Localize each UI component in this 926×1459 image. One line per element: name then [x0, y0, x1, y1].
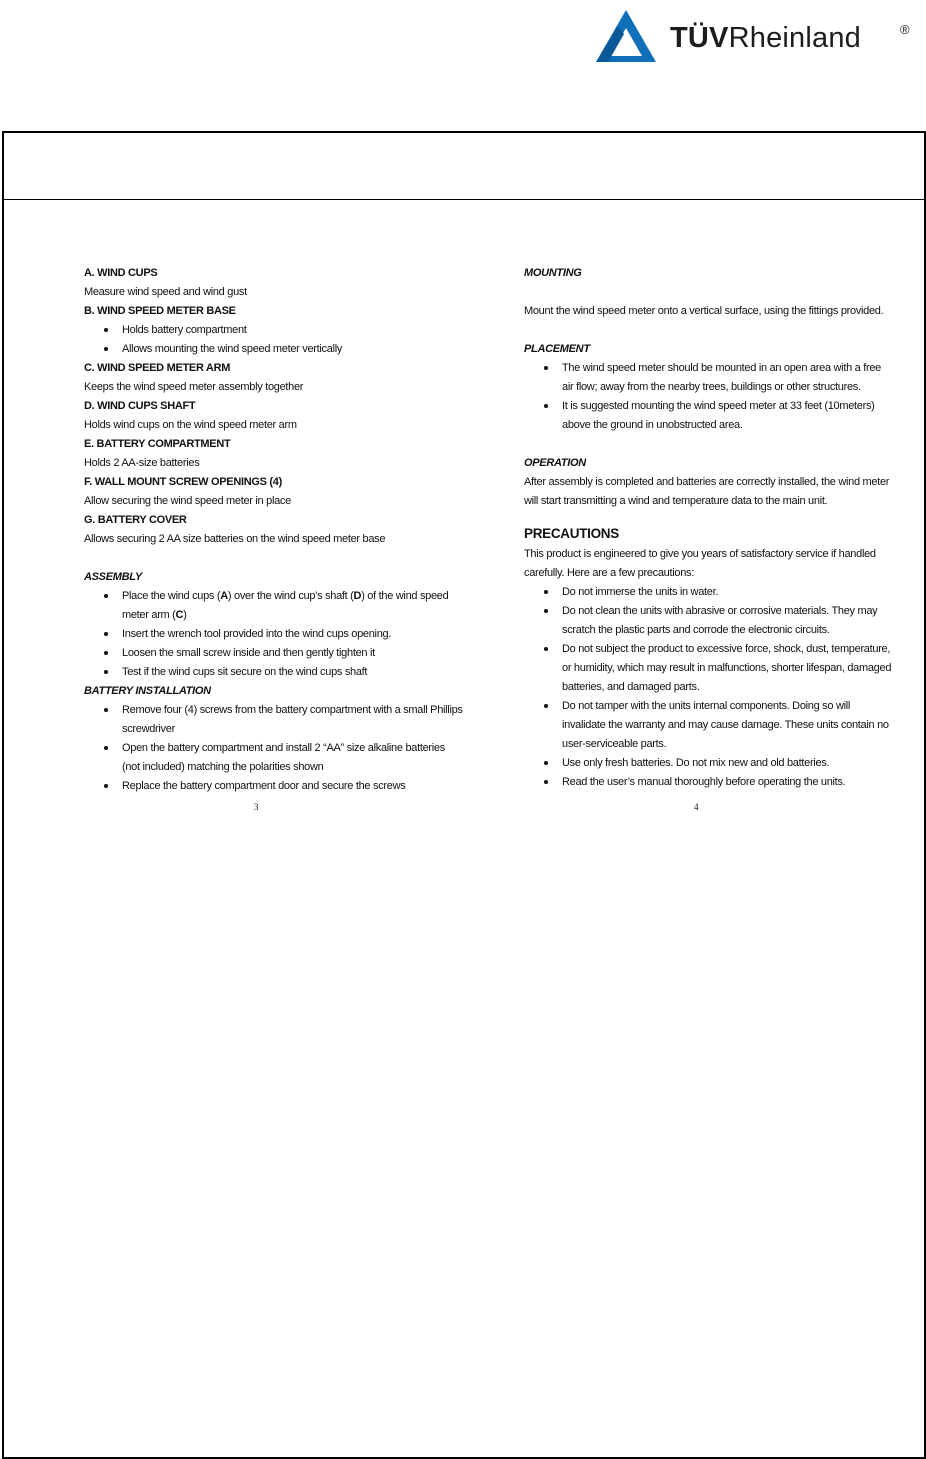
mounting-text: Mount the wind speed meter onto a vertical surface, using the fittings provided. [524, 305, 884, 317]
battery-installation-list [84, 701, 464, 796]
precautions-heading: PRECAUTIONS [524, 526, 619, 541]
tuv-triangle-icon [594, 8, 658, 64]
page-number-left: 3 [254, 802, 259, 812]
part-d-title: D. WIND CUPS SHAFT [84, 400, 196, 412]
logo-text: TÜVRheinland [670, 22, 862, 54]
list-item: Remove four (4) screws from the battery compartment with a small Phillips screwdriver [84, 701, 464, 739]
assembly-list [84, 587, 464, 682]
part-e-desc: Holds 2 AA-size batteries [84, 457, 200, 469]
list-item: Loosen the small screw inside and then gently tighten it [84, 644, 464, 663]
part-a-desc: Measure wind speed and wind gust [84, 286, 247, 298]
list-item: Use only fresh batteries. Do not mix new and old batteries. [524, 754, 894, 773]
list-item: Allows mounting the wind speed meter vertically [84, 340, 464, 359]
list-item: Test if the wind cups sit secure on the wind cups shaft [84, 663, 464, 682]
list-item: Place the wind cups (A) over the wind cup’s shaft (D) of the wind speed meter arm (C) [84, 587, 464, 625]
list-item: Do not subject the product to excessive force, shock, dust, temperature, or humidity, which may result in malfunctions, shorter lifespan, damaged batteries, and damaged parts. [524, 640, 894, 697]
part-c-title: C. WIND SPEED METER ARM [84, 362, 231, 374]
placement-list [524, 359, 894, 435]
frame-header-band [4, 133, 924, 200]
registered-mark: ® [900, 22, 910, 37]
list-item: Replace the battery compartment door and secure the screws [84, 777, 464, 796]
mounting-heading: MOUNTING [524, 267, 582, 279]
part-b-title: B. WIND SPEED METER BASE [84, 305, 236, 317]
part-c-desc: Keeps the wind speed meter assembly together [84, 381, 304, 393]
list-item: Do not immerse the units in water. [524, 583, 894, 602]
list-item: Do not tamper with the units internal components. Doing so will invalidate the warranty and may cause damage. These units contain no user-serviceable parts. [524, 697, 894, 754]
list-item: Read the user’s manual thoroughly before operating the units. [524, 773, 894, 792]
part-a-title: A. WIND CUPS [84, 267, 158, 279]
placement-heading: PLACEMENT [524, 343, 590, 355]
part-e-title: E. BATTERY COMPARTMENT [84, 438, 231, 450]
part-b-list [84, 321, 464, 359]
tuv-rheinland-logo [594, 8, 920, 68]
list-item: Holds battery compartment [84, 321, 464, 340]
precautions-list [524, 583, 894, 792]
part-g-desc: Allows securing 2 AA size batteries on the wind speed meter base [84, 533, 386, 545]
left-column [84, 264, 464, 796]
list-item: The wind speed meter should be mounted in an open area with a free air flow; away from the nearby trees, buildings or other structures. [524, 359, 894, 397]
list-item: Insert the wrench tool provided into the wind cups opening. [84, 625, 464, 644]
battery-installation-heading: BATTERY INSTALLATION [84, 685, 211, 697]
precautions-intro: This product is engineered to give you years of satisfactory service if handled carefully. Here are a few precautions: [524, 548, 876, 579]
list-item: It is suggested mounting the wind speed meter at 33 feet (10meters) above the ground in unobstructed area. [524, 397, 894, 435]
part-f-title: F. WALL MOUNT SCREW OPENINGS (4) [84, 476, 282, 488]
list-item: Open the battery compartment and install 2 “AA” size alkaline batteries (not included) matching the polarities shown [84, 739, 464, 777]
right-column [524, 264, 894, 792]
part-f-desc: Allow securing the wind speed meter in place [84, 495, 291, 507]
part-d-desc: Holds wind cups on the wind speed meter arm [84, 419, 297, 431]
operation-text: After assembly is completed and batteries are correctly installed, the wind meter will start transmitting a wind and temperature data to the main unit. [524, 476, 890, 507]
part-g-title: G. BATTERY COVER [84, 514, 187, 526]
operation-heading: OPERATION [524, 457, 586, 469]
page-number-right: 4 [694, 802, 699, 812]
assembly-heading: ASSEMBLY [84, 571, 142, 583]
list-item: Do not clean the units with abrasive or corrosive materials. They may scratch the plastic parts and corrode the electronic circuits. [524, 602, 894, 640]
